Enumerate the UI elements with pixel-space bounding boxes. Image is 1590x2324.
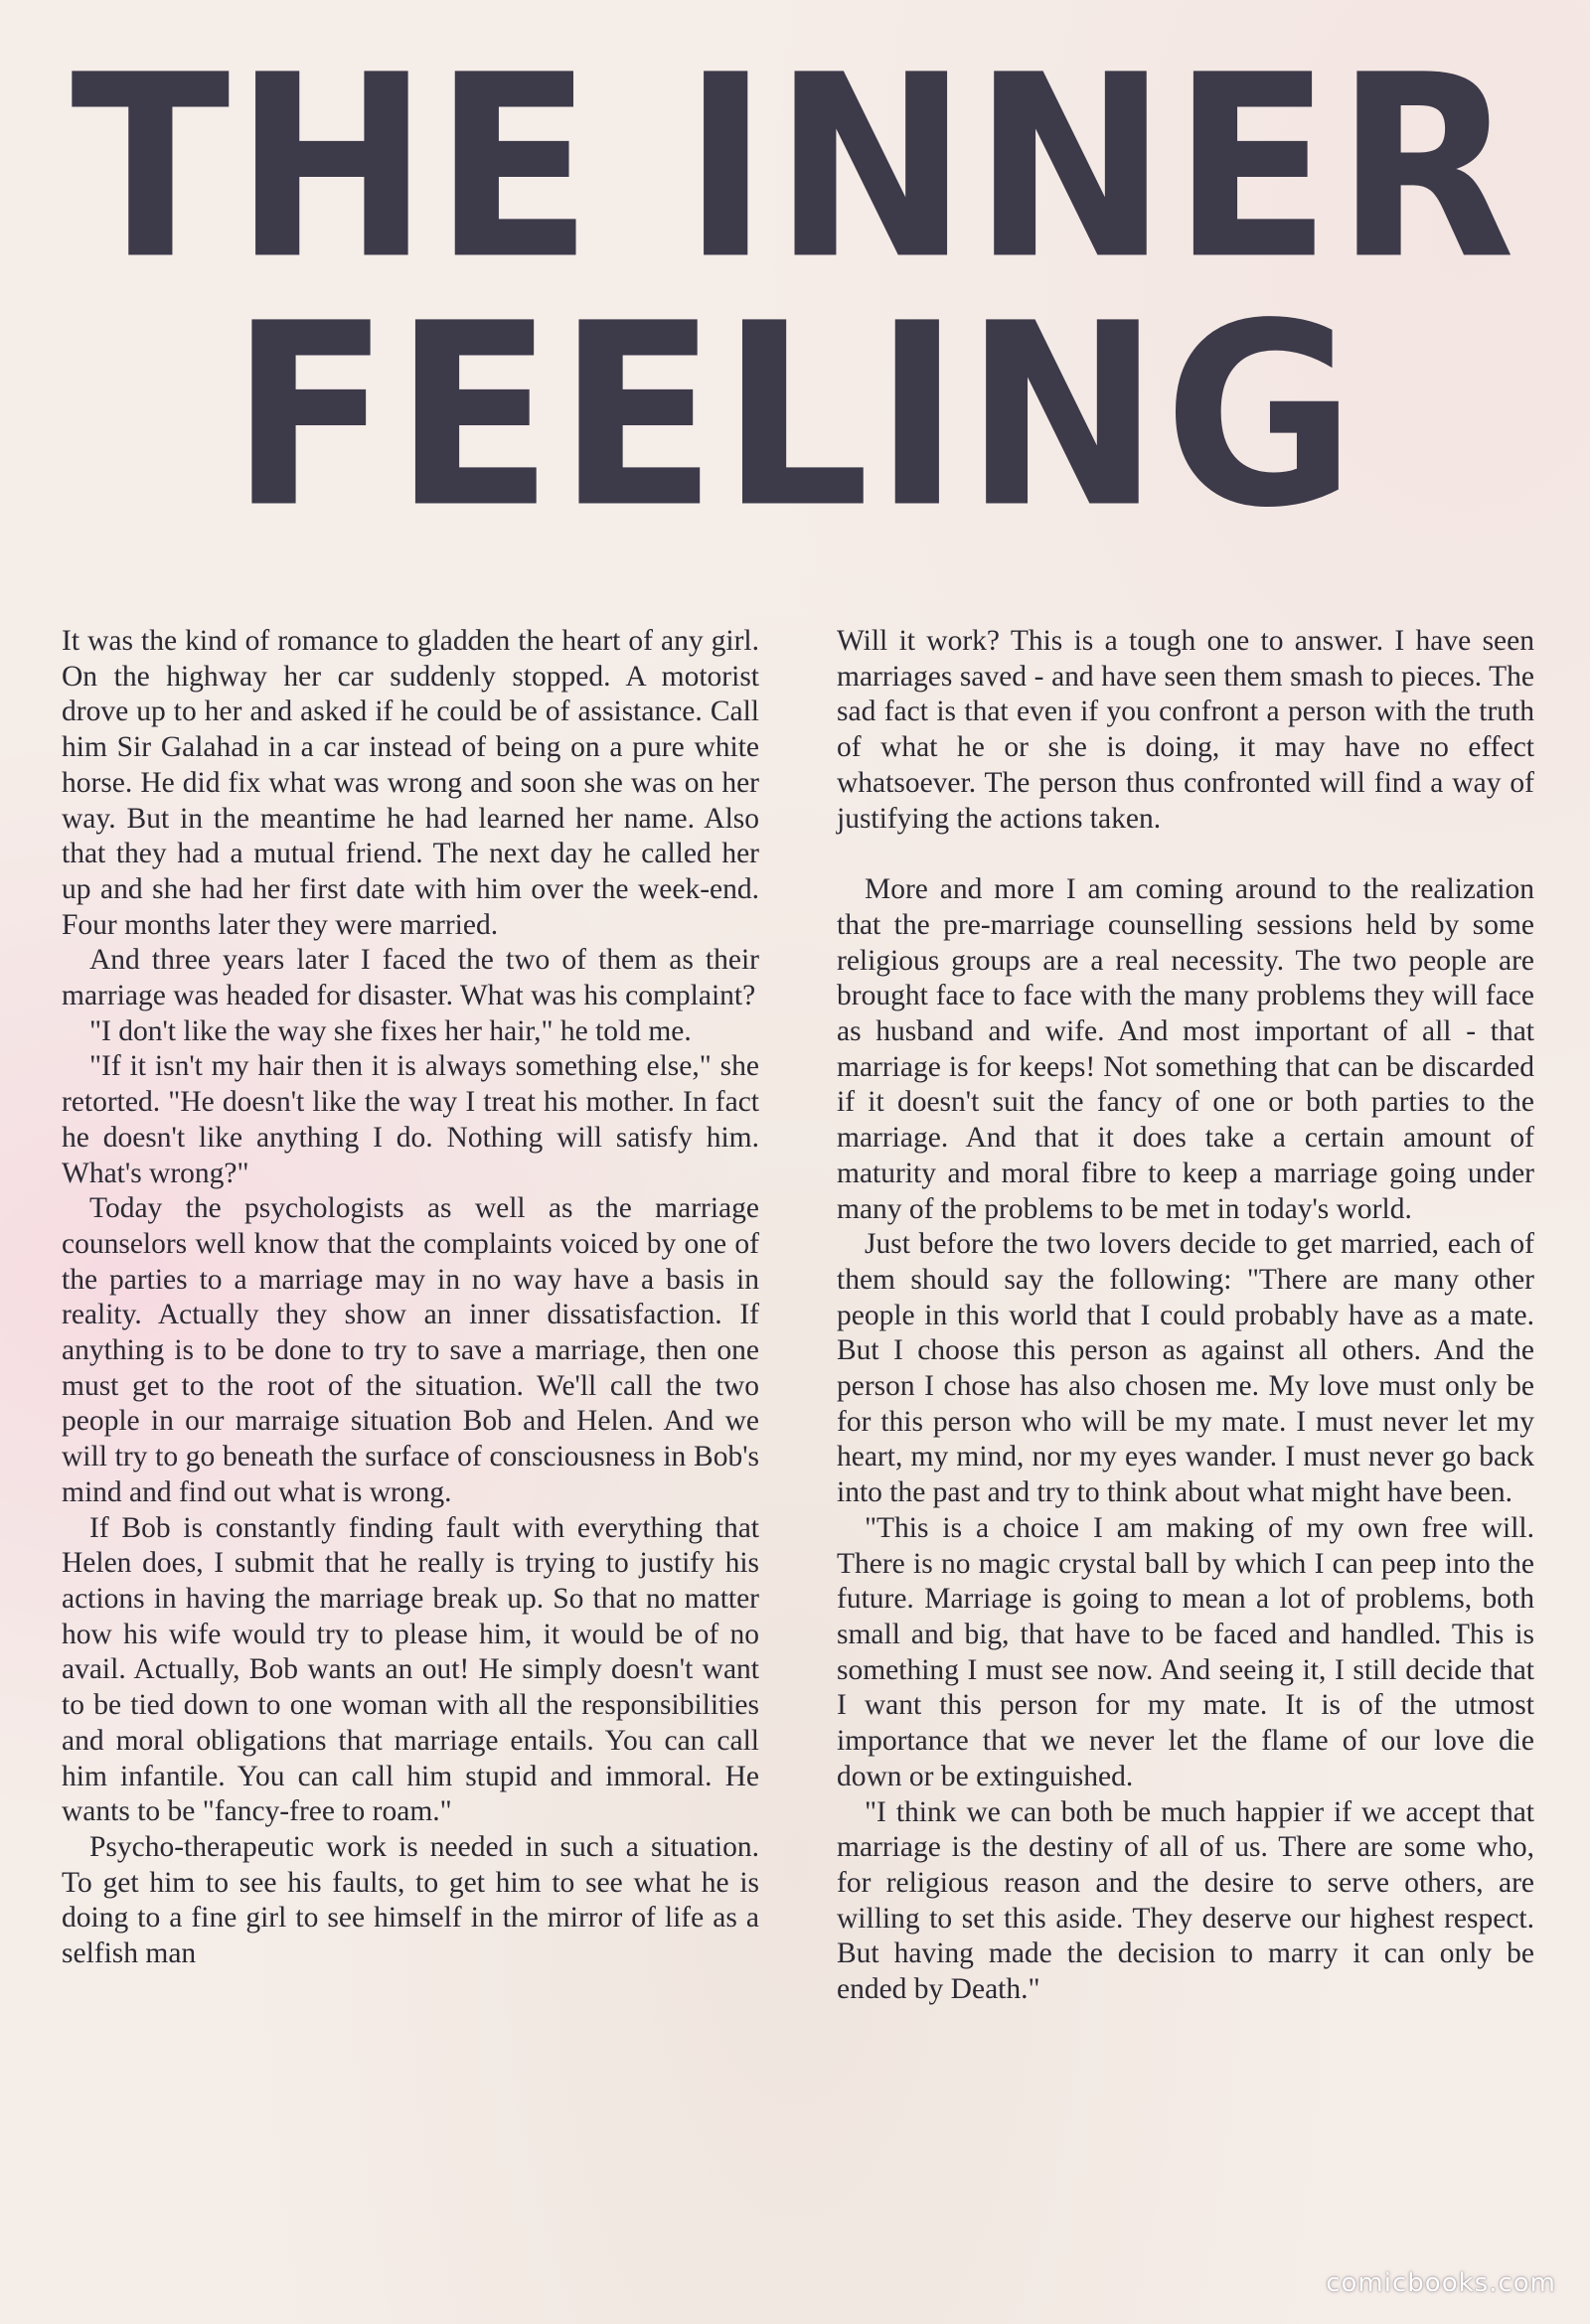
paragraph: Today the psychologists as well as the marriage counselors well know that the complaints voiced by one of the parties to a marriage may in no way have a basis in reality. Actually they show an inner dissatisfaction. If anything is to be done to try to save a marriage, then one must get to the root of the situation. We'll call the two people in our marraige situation Bob and Helen. And we will try to go beneath the surface of consciousness in Bob's mind and find out what is wrong.	[62, 1192, 759, 1508]
paragraph: "I don't like the way she fixes her hair," he told me.	[89, 1014, 692, 1047]
article-column-right	[837, 624, 1534, 2008]
paragraph: It was the kind of romance to gladden the heart of any girl. On the highway her car suddenly stopped. A motorist drove up to her and asked if he could be of assistance. Call him Sir Galahad in a car instead of being on a pure white horse. He did fix what was wrong and soon she was on her way. But in the meantime he had learned her name. Also that they had a mutual friend. The next day he called her up and she had her first date with him over the week-end. Four months later they were married.	[62, 625, 759, 941]
title-line-1: THE INNER	[71, 22, 1519, 315]
paragraph: "I think we can both be much happier if we accept that marriage is the destiny of all of us. There are some who, for religious reason and the desire to serve others, are willing to set this aside. They deserve our highest respect. But having made the decision to marry it can only be ended by Death."	[837, 1795, 1534, 2006]
article-column-left	[62, 624, 759, 1972]
watermark: comicbooks.com	[1326, 2268, 1556, 2298]
paragraph: And three years later I faced the two of them as their marriage was headed for disaster. What was his complaint?	[62, 944, 759, 1012]
paragraph: If Bob is constantly finding fault with everything that Helen does, I submit that he really is trying to justify his actions in having the marriage break up. So that no matter how his wife would try to please him, it would be of no avail. Actually, Bob wants an out! He simply doesn't want to be tied down to one woman with all the responsibilities and moral obligations that marriage entails. You can call him infantile. You can call him stupid and immoral. He wants to be "fancy-free to roam."	[62, 1511, 759, 1828]
paragraph: "This is a choice I am making of my own free will. There is no magic crystal ball by which I can peep into the future. Marriage is going to mean a lot of problems, both small and big, that have to be faced and handled. This is something I must see now. And seeing it, I still decide that I want this person for my mate. It is of the utmost importance that we never let the flame of our love die down or be extinguished.	[837, 1511, 1534, 1792]
paragraph: Just before the two lovers decide to get married, each of them should say the following: "There are many other people in this world that I could probably have as a mate. But I choose this person as against all others. And the person I chose has also chosen me. My love must only be for this person who will be my mate. I must never let my heart, my mind, nor my eyes wander. I must never go back into the past and try to think about what might have been.	[837, 1228, 1534, 1509]
paragraph: Will it work? This is a tough one to answer. I have seen marriages saved - and have seen them smash to pieces. The sad fact is that even if you confront a person with the truth of what he or she is doing, it may have no effect whatsoever. The person thus confronted will find a way of justifying the actions taken.	[837, 625, 1534, 835]
title-line-2: FEELING	[230, 270, 1360, 563]
paragraph: Psycho-therapeutic work is needed in such a situation. To get him to see his faults, to get him to see what he is doing to a fine girl to see himself in the mirror of life as a selfish man	[62, 1830, 759, 1970]
paragraph: "If it isn't my hair then it is always something else," she retorted. "He doesn't like the way I treat his mother. In fact he doesn't like anything I do. Nothing will satisfy him. What's wrong?"	[62, 1050, 759, 1189]
paragraph: More and more I am coming around to the realization that the pre-marriage counselling sessions held by some religious groups are a real necessity. The two people are brought face to face with the many problems they will face as husband and wife. And most important of all - that marriage is for keeps! Not something that can be discarded if it doesn't suit the fancy of one or both parties to the marriage. And that it does take a certain amount of maturity and moral fibre to keep a marriage going under many of the problems to be met in today's world.	[837, 873, 1534, 1225]
